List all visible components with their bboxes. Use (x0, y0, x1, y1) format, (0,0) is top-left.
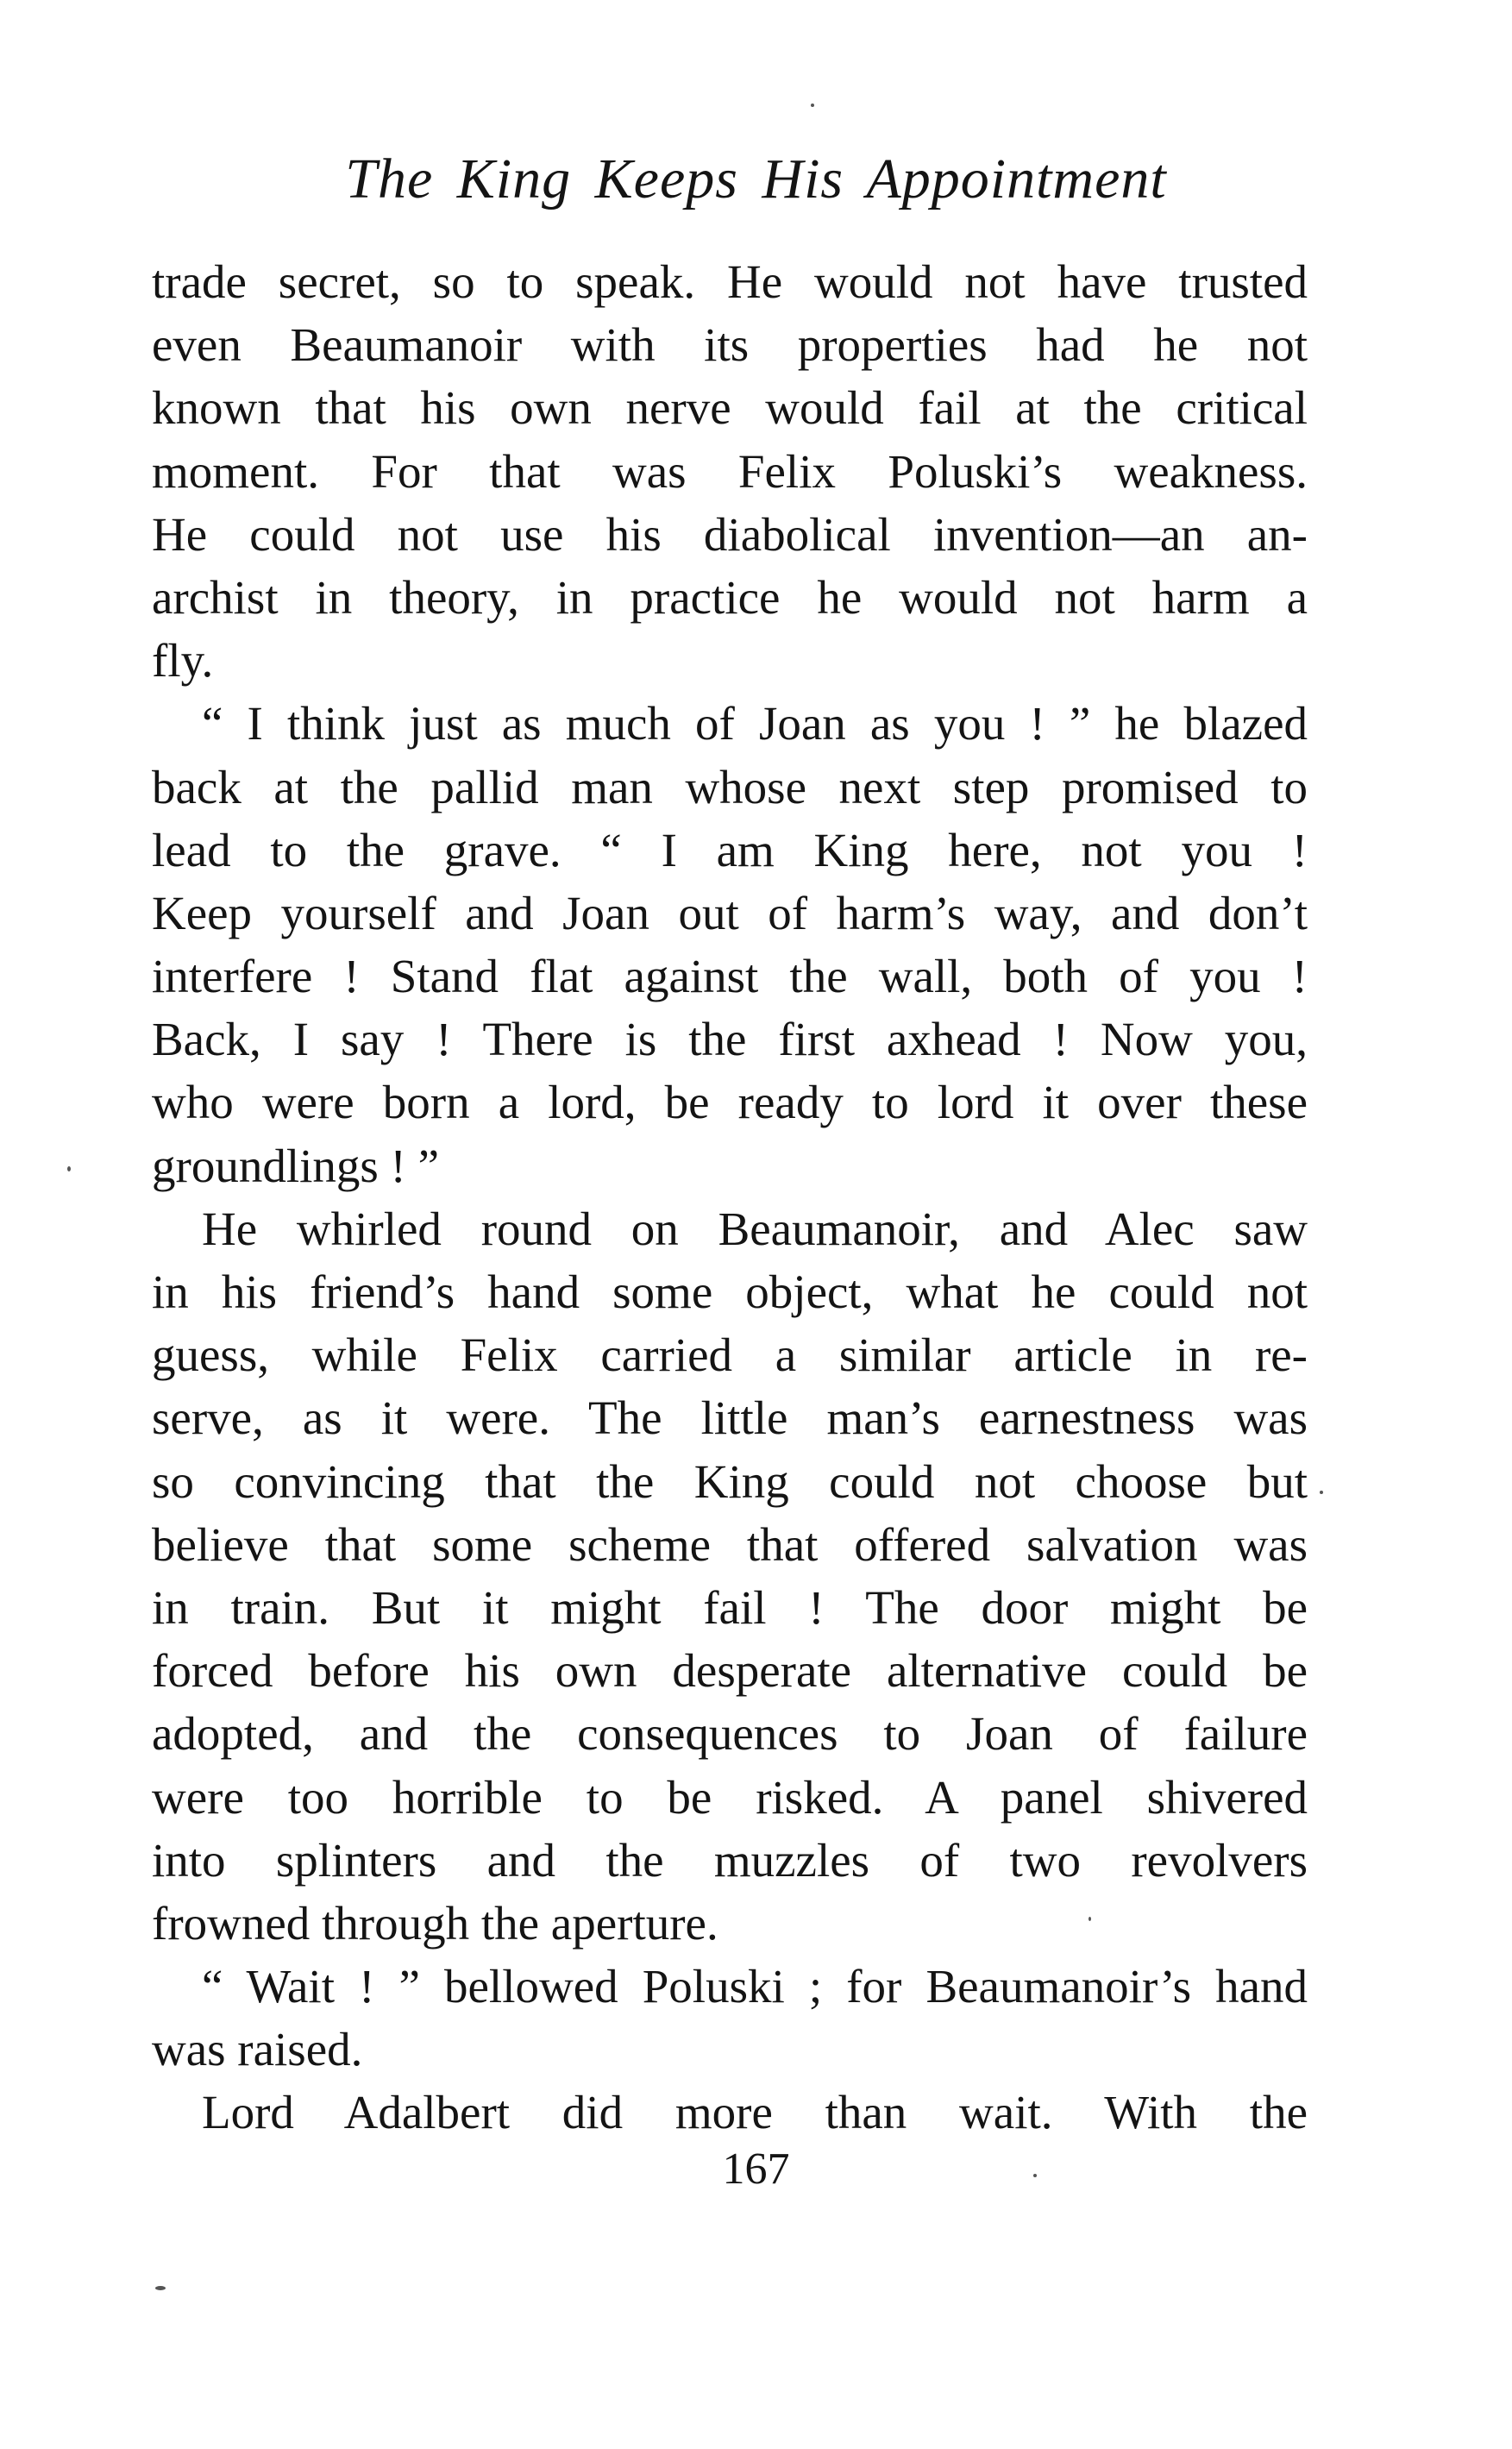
text-line: were too horrible to be risked. A panel shivered (152, 1770, 1308, 1824)
page-number: 167 (722, 2144, 790, 2194)
text-line: even Beaumanoir with its properties had he not (152, 318, 1308, 372)
text-line: He whirled round on Beaumanoir, and Alec saw (202, 1202, 1308, 1255)
text-line: so convincing that the King could not choose but (152, 1454, 1308, 1508)
text-line: who were born a lord, be ready to lord it over these (152, 1076, 1308, 1129)
text-line: trade secret, so to speak. He would not have trusted (152, 255, 1308, 308)
text-line: adopted, and the consequences to Joan of failure (152, 1707, 1308, 1761)
text-line: archist in theory, in practice he would not harm a (152, 570, 1308, 624)
text-line: fly. (152, 634, 214, 688)
scan-speck (67, 1166, 71, 1171)
text-line: Keep yourself and Joan out of harm’s way, and don’t (152, 886, 1308, 939)
scan-speck (1033, 2174, 1037, 2177)
scan-speck (1089, 1917, 1091, 1921)
text-line: serve, as it were. The little man’s earnestness was (152, 1391, 1308, 1445)
text-line: forced before his own desperate alternative could be (152, 1644, 1308, 1698)
text-line: “ Wait ! ” bellowed Poluski ; for Beaumanoir’s hand (202, 1960, 1308, 2013)
text-line: in his friend’s hand some object, what he could not (152, 1265, 1308, 1318)
scan-speck (811, 104, 814, 107)
text-line: groundlings ! ” (152, 1139, 440, 1192)
text-line: into splinters and the muzzles of two revolvers (152, 1833, 1308, 1887)
text-line: believe that some scheme that offered salvation was (152, 1517, 1308, 1571)
text-line: moment. For that was Felix Poluski’s weakness. (152, 444, 1308, 498)
text-line: back at the pallid man whose next step promised to (152, 760, 1308, 813)
scan-speck (1320, 1491, 1323, 1494)
body-text (152, 250, 1308, 2144)
text-line: in train. But it might fail ! The door might be (152, 1580, 1308, 1634)
text-line: interfere ! Stand flat against the wall, both of you ! (152, 950, 1308, 1003)
text-line: Lord Adalbert did more than wait. With the (202, 2086, 1308, 2139)
text-line: Back, I say ! There is the first axhead ! Now you, (152, 1013, 1308, 1066)
scan-speck (155, 2286, 166, 2290)
text-line: frowned through the aperture. (152, 1896, 718, 1950)
text-line: lead to the grave. “ I am King here, not you ! (152, 823, 1308, 876)
text-line: “ I think just as much of Joan as you ! ” he blazed (202, 697, 1308, 750)
text-line: He could not use his diabolical invention—an an- (152, 507, 1308, 561)
text-line: was raised. (152, 2023, 363, 2076)
running-head: The King Keeps His Appointment (345, 148, 1167, 210)
text-line: guess, while Felix carried a similar article in re- (152, 1328, 1308, 1382)
text-line: known that his own nerve would fail at the critical (152, 381, 1308, 435)
